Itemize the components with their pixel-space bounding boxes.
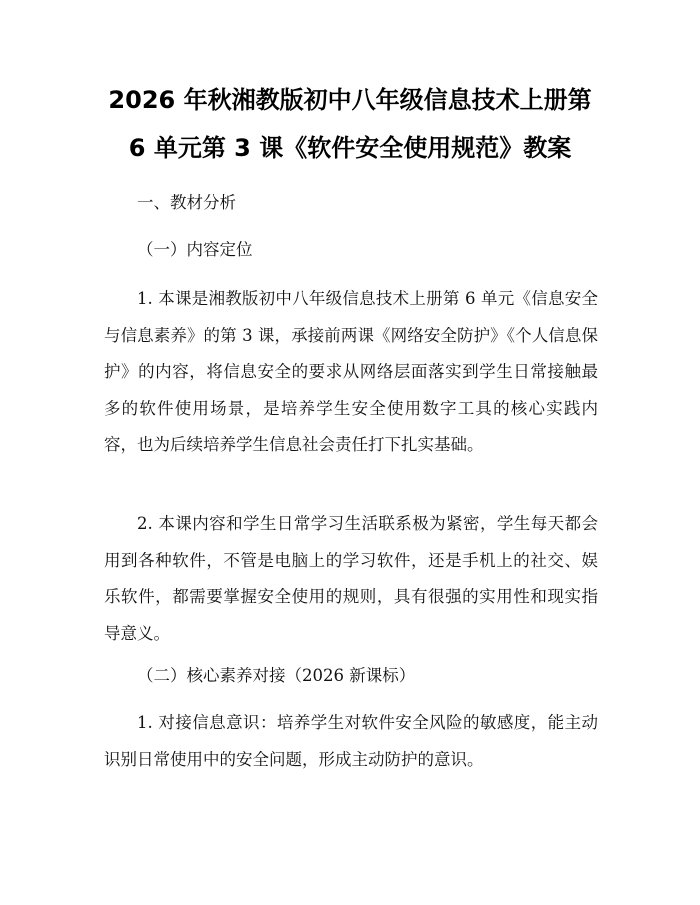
subsection-heading-content-positioning: （一）内容定位 <box>137 240 253 259</box>
paragraph-3: 1. 对接信息意识：培养学生对软件安全风险的敏感度，能主动识别日常使用中的安全问题，形成主动防护的意识。 <box>104 713 598 769</box>
paragraph-2: 2. 本课内容和学生日常学习生活联系极为紧密，学生每天都会用到各种软件，不管是电脑上的学习软件，还是手机上的社交、娱乐软件，都需要掌握安全使用的规则，具有很强的实用性和现实指导意义。 <box>104 514 598 643</box>
subsection-heading-core-literacy: （二）核心素养对接（2026 新课标） <box>137 666 416 685</box>
paragraph-1: 1. 本课是湘教版初中八年级信息技术上册第 6 单元《信息安全与信息素养》的第 3 课，承接前两课《网络安全防护》《个人信息保护》的内容，将信息安全的要求从网络层面落实到学生日常接触最多的软件使用场景，是培养学生安全使用数字工具的核心实践内容，也为后续培养学生信息社会责任打下扎实基础。 <box>104 289 598 454</box>
document-title-line-1: 2026 年秋湘教版初中八年级信息技术上册第 <box>108 86 592 114</box>
document-title-line-2: 6 单元第 3 课《软件安全使用规范》教案 <box>128 134 572 162</box>
section-heading-textbook-analysis: 一、教材分析 <box>137 193 236 212</box>
